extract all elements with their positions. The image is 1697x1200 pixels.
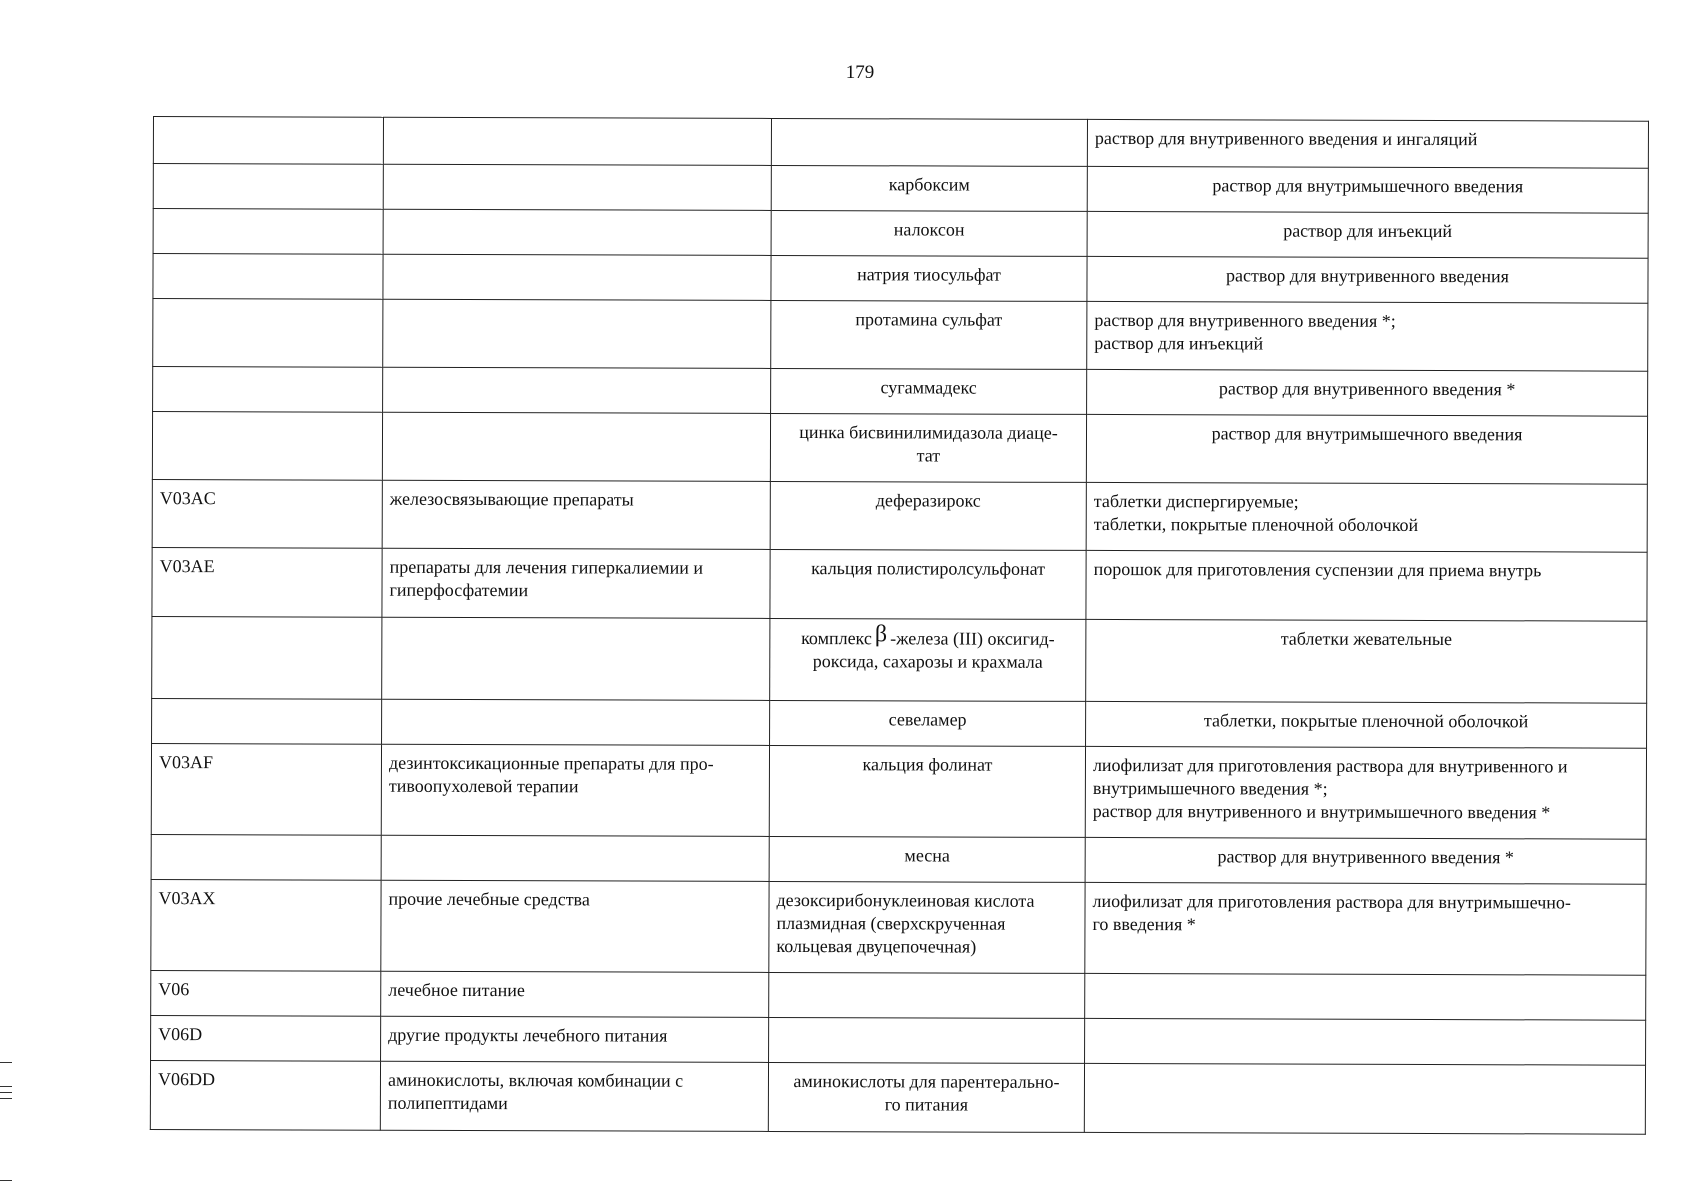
atc-code-cell [152,616,382,699]
margin-mark [0,1086,12,1087]
table-row [152,698,1647,748]
dosage-form-cell: раствор для внутримышечного введения [1086,414,1647,484]
atc-code-cell: V03AC [152,479,382,548]
substance-cell: кальция фолинат [769,745,1085,837]
substance-cell: протамина сульфат [771,300,1087,369]
group-name-cell [383,254,771,300]
dosage-form-cell: раствор для внутривенного введения * [1085,837,1646,884]
atc-code-cell: V06DD [150,1060,380,1130]
atc-code-cell: V06D [151,1015,381,1061]
substance-text-suffix: -железа (III) оксигид- роксида, сахарозы и крахмала [812,628,1055,672]
margin-mark [0,1092,12,1093]
beta-symbol: β [874,621,888,648]
group-name-cell [382,412,770,481]
dosage-form-cell: раствор для внутримышечного введения [1087,166,1648,213]
table-row [153,164,1648,214]
substance-cell: сугаммадекс [771,368,1087,414]
atc-code-cell [153,254,383,300]
atc-code-cell: V03AF [151,743,381,835]
dosage-form-cell: раствор для внутривенного введения *; раствор для инъекций [1087,301,1648,371]
substance-text-prefix: комплекс [801,628,872,649]
margin-mark [0,1098,12,1099]
table-row [153,209,1648,259]
group-name-cell [383,299,771,368]
page-number: 179 [845,62,875,83]
dosage-form-cell: порошок для приготовления суспензии для приема внутрь [1086,550,1647,621]
substance-cell: натрия тиосульфат [771,255,1087,301]
dosage-form-cell [1085,1018,1646,1065]
dosage-form-cell: таблетки жевательные [1086,619,1647,703]
group-name-cell [381,835,769,881]
atc-code-cell [153,299,383,368]
atc-code-cell [153,209,383,255]
dosage-form-cell: раствор для внутривенного введения и ингаляций [1087,119,1648,168]
table-row [152,479,1647,552]
group-name-cell: дезинтоксикационные препараты для про- тивоопухолевой терапии [381,744,769,836]
dosage-form-cell: таблетки диспергируемые; таблетки, покрытые пленочной оболочкой [1086,482,1647,552]
table-row [152,616,1647,703]
dosage-form-cell [1085,973,1646,1020]
table-row [151,834,1646,884]
substance-cell [769,972,1085,1018]
substance-cell: кальция полистиролсульфонат [770,549,1086,619]
group-name-cell: препараты для лечения гиперкалиемии и гиперфосфатемии [382,548,770,618]
dosage-form-cell: таблетки, покрытые пленочной оболочкой [1086,701,1647,748]
substance-cell: дезоксирибонуклеиновая кислота плазмидная (сверхскрученная кольцевая двуцепочечная) [769,881,1085,973]
atc-code-cell: V03AX [151,879,381,971]
substance-cell: севеламер [770,700,1086,746]
atc-code-cell: V06 [151,970,381,1016]
table-row [152,412,1647,485]
substance-cell: цинка бисвинилимидазола диаце- тат [770,413,1086,482]
atc-code-cell [153,367,383,413]
substance-cell [769,1017,1085,1063]
medication-table-body [150,117,1648,1135]
margin-mark [0,1062,12,1063]
substance-cell [771,118,1087,166]
group-name-cell: прочие лечебные средства [381,880,769,972]
margin-mark [0,1180,12,1181]
table-row [151,970,1646,1020]
table-row [153,367,1648,417]
substance-cell [770,618,1086,701]
table-row [150,1060,1645,1134]
substance-cell: аминокислоты для парентерально- го питания [768,1062,1084,1132]
group-name-cell: железосвязывающие препараты [382,480,770,549]
group-name-cell: аминокислоты, включая комбинации с полипептидами [380,1061,768,1131]
substance-cell: карбоксим [771,165,1087,211]
group-name-cell: другие продукты лечебного питания [381,1016,769,1062]
dosage-form-cell: лиофилизат для приготовления раствора для внутривенного и внутримышечного введения *; раствор для внутривенного и внутримышечного введения * [1085,746,1646,839]
substance-cell: деферазирокс [770,481,1086,550]
group-name-cell [383,209,771,255]
atc-code-cell [151,834,381,880]
table-row [153,117,1648,169]
dosage-form-cell: лиофилизат для приготовления раствора для внутримышечно- го введения * [1085,882,1646,975]
dosage-form-cell: раствор для внутривенного введения * [1087,369,1648,416]
atc-code-cell [153,164,383,210]
table-row [153,254,1648,304]
table-row [152,547,1647,621]
atc-code-cell [152,698,382,744]
table-row [151,879,1646,975]
table-row [153,299,1648,372]
atc-code-cell: V03AE [152,547,382,617]
table-row [151,743,1646,839]
group-name-cell [383,367,771,413]
group-name-cell [382,617,770,700]
group-name-cell [383,117,771,165]
substance-cell: налоксон [771,210,1087,256]
atc-code-cell [153,117,383,165]
group-name-cell [383,164,771,210]
table-row [151,1015,1646,1065]
dosage-form-cell: раствор для инъекций [1087,211,1648,258]
group-name-cell [382,699,770,745]
atc-code-cell [152,412,382,481]
medication-table [150,116,1649,1135]
substance-cell: месна [769,836,1085,882]
dosage-form-cell [1084,1063,1645,1134]
dosage-form-cell: раствор для внутривенного введения [1087,256,1648,303]
group-name-cell: лечебное питание [381,971,769,1017]
